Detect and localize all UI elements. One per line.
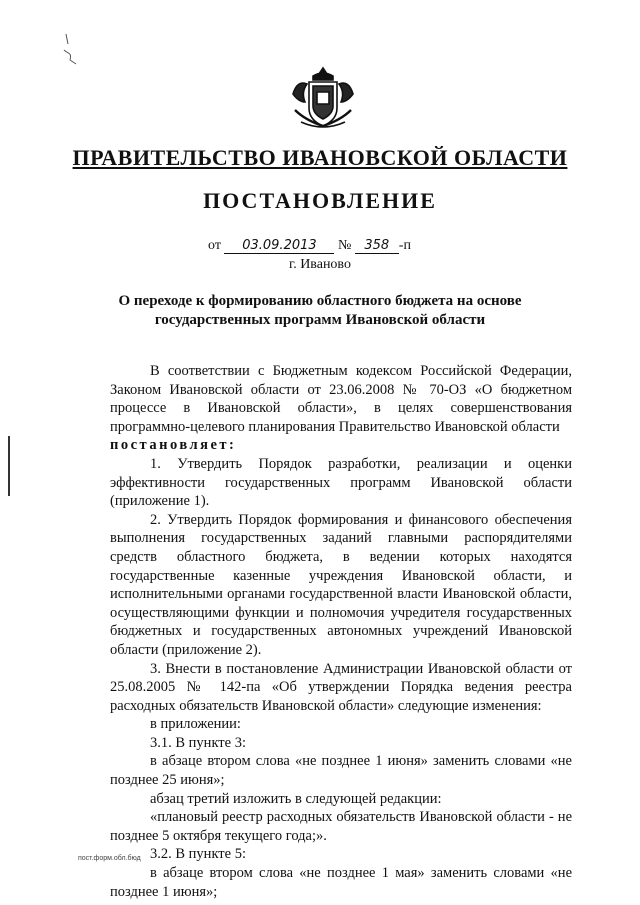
decree-word — [110, 436, 572, 455]
city: г. Иваново — [289, 257, 351, 272]
document-subject — [110, 292, 530, 330]
in-annex: в приложении: — [150, 716, 241, 733]
item-3: 3. Внести в постановление Администрации Ивановской области от 25.08.2005 № 142-па «Об утверждении Порядка ведения реестра расходных обязательств Ивановской области» следующие изменения: — [110, 660, 572, 714]
subject-line-1: О переходе к формированию областного бюджета на основе — [118, 293, 522, 309]
document-date: 03.09.2013 — [224, 238, 334, 254]
point-3-1: 3.1. В пункте 3: — [150, 734, 246, 751]
item-2: 2. Утвердить Порядок формирования и финансового обеспечения выполнения государственных заданий главными распорядителями средств областного бюджета, в ведении которых находятся государственные казенные учреждения Ивановской области, и исполнительными органами государственной власти Ивановской области, осуществляющими функции и полномочия учредителя государственных бюджетных и государственных автономных учреждений Ивановской области (приложение 2). — [110, 511, 572, 658]
date-number-line — [208, 238, 411, 254]
point-3-2-a: в абзаце втором слова «не позднее 1 мая» заменить словами «не позднее 1 июня»; — [110, 865, 572, 900]
item-1: 1. Утвердить Порядок разработки, реализации и оценки эффективности государственных программ Ивановской области (приложение 1). — [110, 455, 572, 510]
document-type: ПОСТАНОВЛЕНИЕ — [203, 188, 437, 213]
coat-of-arms-icon — [287, 64, 359, 136]
point-3-1-c: «плановый реестр расходных обязательств Ивановской области - не позднее 5 октября текущего года;». — [110, 809, 572, 844]
decree-word-text: постановляет: — [110, 437, 237, 454]
date-prefix: от — [208, 238, 221, 253]
footer-filename: пост.форм.обл.бюд — [78, 855, 141, 862]
point-3-1-a: в абзаце втором слова «не позднее 1 июня» заменить словами «не позднее 25 июня»; — [110, 753, 572, 789]
number-prefix: № — [337, 238, 352, 253]
government-title: ПРАВИТЕЛЬСТВО ИВАНОВСКОЙ ОБЛАСТИ — [72, 145, 568, 170]
point-3-2: 3.2. В пункте 5: — [150, 846, 246, 863]
preamble: В соответствии с Бюджетным кодексом Российской Федерации, Законом Ивановской области от 23.06.2008 № 70-ОЗ «О бюджетном процессе в Ивановской области», в целях совершенствования программно-целевого планирования Правительство Ивановской области — [110, 363, 572, 435]
handwritten-mark — [58, 30, 80, 70]
document-body — [110, 362, 572, 901]
document-number: 358 — [355, 238, 399, 254]
margin-mark — [8, 436, 10, 496]
point-3-1-b: абзац третий изложить в следующей редакции: — [150, 790, 442, 807]
number-suffix: -п — [398, 238, 411, 253]
subject-line-2: государственных программ Ивановской области — [154, 312, 486, 328]
